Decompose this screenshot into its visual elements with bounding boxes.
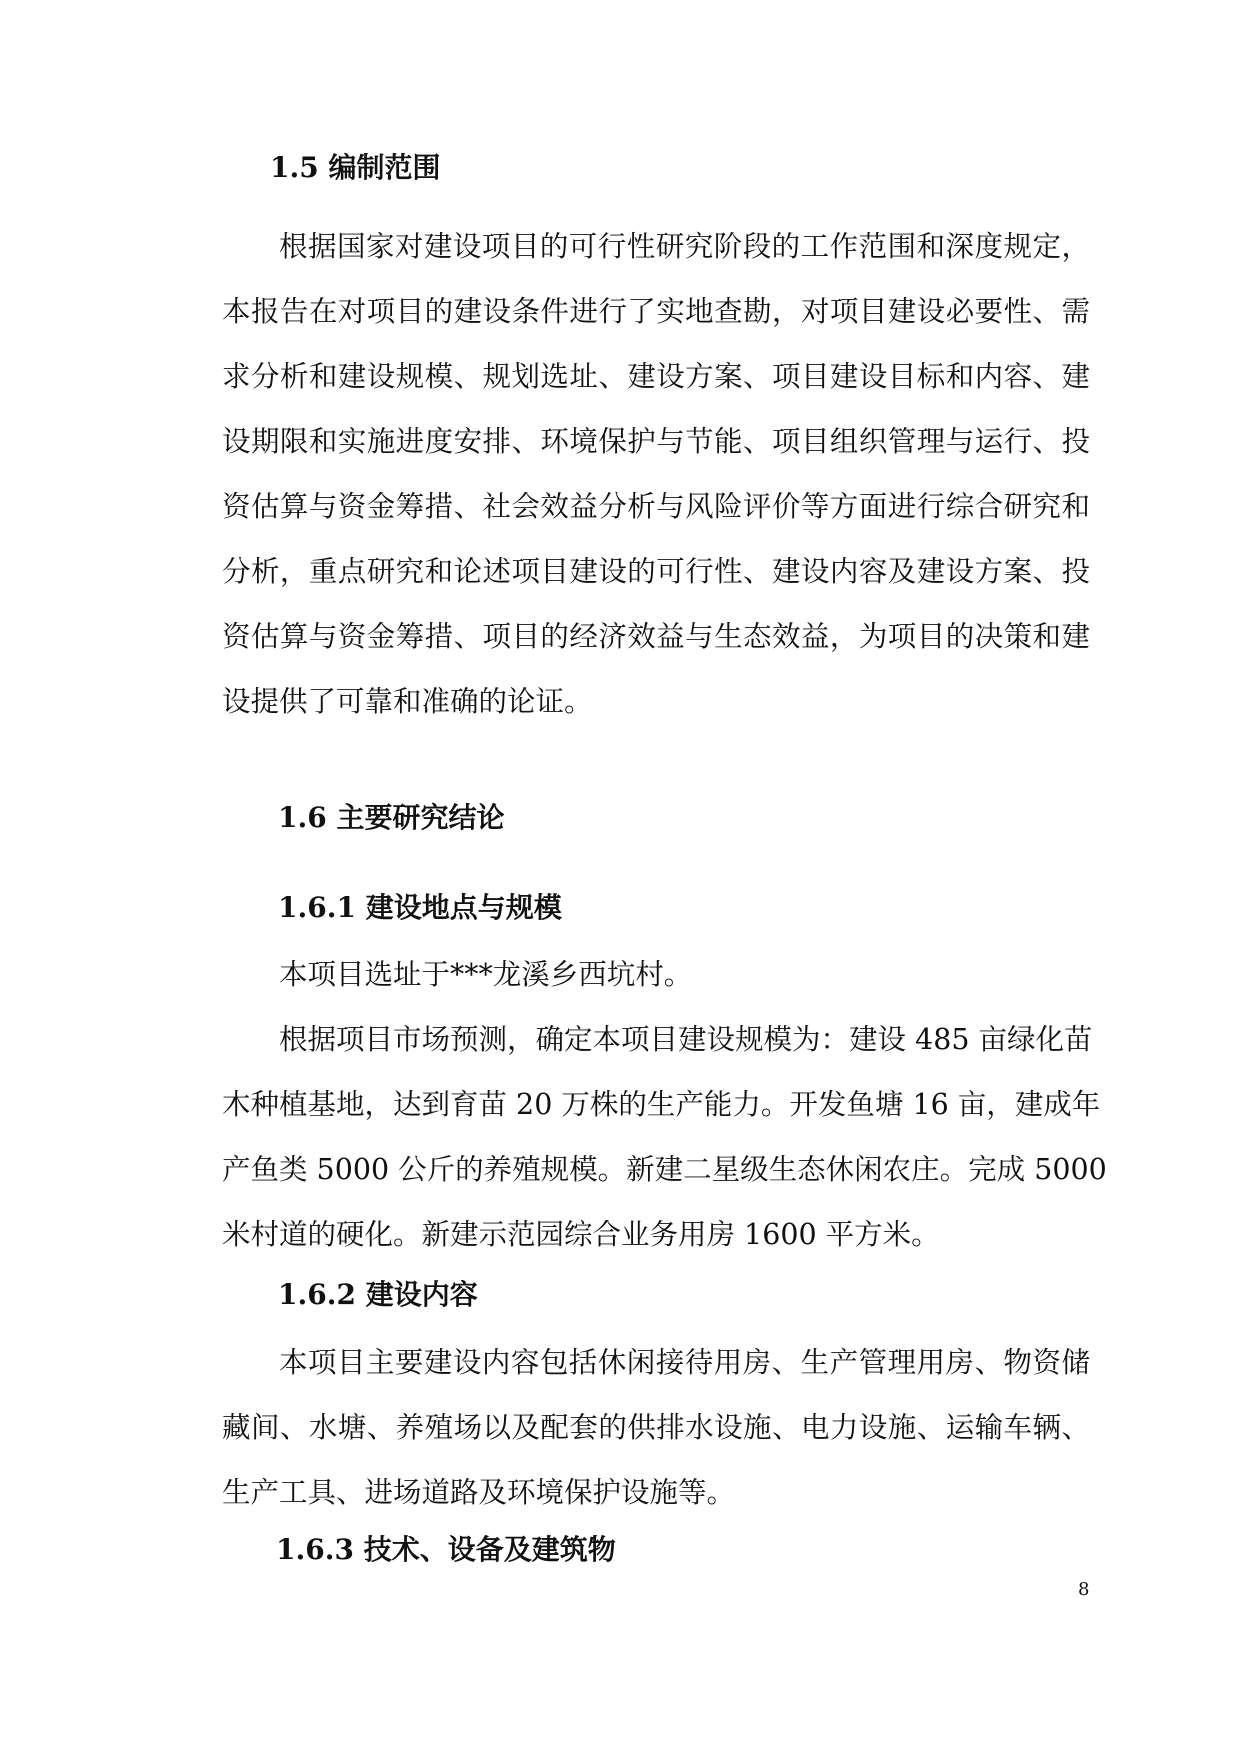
text-line: 木种植基地，达到育苗 20 万株的生产能力。开发鱼塘 16 亩，建成年 (222, 1088, 1101, 1121)
paragraph-contents (222, 1330, 1090, 1525)
text-line: 生产工具、进场道路及环境保护设施等。 (222, 1476, 736, 1509)
text-line: 本报告在对项目的建设条件进行了实地查勘，对项目建设必要性、需 (222, 295, 1090, 328)
heading-1-5: 1.5 编制范围 (270, 151, 441, 184)
text-line: 藏间、水塘、养殖场以及配套的供排水设施、电力设施、运输车辆、 (222, 1411, 1090, 1444)
text-line: 产鱼类 5000 公斤的养殖规模。新建二星级生态休闲农庄。完成 5000 (222, 1153, 1107, 1186)
text-line: 资估算与资金筹措、项目的经济效益与生态效益，为项目的决策和建 (222, 620, 1090, 653)
text-line: 求分析和建设规模、规划选址、建设方案、项目建设目标和内容、建 (222, 360, 1090, 393)
text-line: 资估算与资金筹措、社会效益分析与风险评价等方面进行综合研究和 (222, 490, 1090, 523)
paragraph-scale (222, 1007, 1107, 1267)
text-line: 米村道的硬化。新建示范园综合业务用房 1600 平方米。 (222, 1218, 940, 1251)
paragraph-1-5 (222, 214, 1090, 734)
text-line: 根据项目市场预测，确定本项目建设规模为：建设 485 亩绿化苗 (279, 1023, 1093, 1056)
heading-1-6-1: 1.6.1 建设地点与规模 (278, 891, 562, 924)
heading-1-6-2: 1.6.2 建设内容 (278, 1278, 478, 1311)
text-line: 本项目主要建设内容包括休闲接待用房、生产管理用房、物资储 (279, 1346, 1090, 1379)
page-number: 8 (1078, 1579, 1090, 1600)
text-line: 设提供了可靠和准确的论证。 (222, 685, 593, 718)
heading-1-6: 1.6 主要研究结论 (278, 801, 505, 834)
text-line: 根据国家对建设项目的可行性研究阶段的工作范围和深度规定， (279, 230, 1090, 263)
text-line: 本项目选址于***龙溪乡西坑村。 (279, 958, 693, 991)
text-line: 分析，重点研究和论述项目建设的可行性、建设内容及建设方案、投 (222, 555, 1090, 588)
text-line: 设期限和实施进度安排、环境保护与节能、项目组织管理与运行、投 (222, 425, 1090, 458)
paragraph-site (222, 942, 1090, 1007)
heading-1-6-3: 1.6.3 技术、设备及建筑物 (276, 1533, 616, 1566)
